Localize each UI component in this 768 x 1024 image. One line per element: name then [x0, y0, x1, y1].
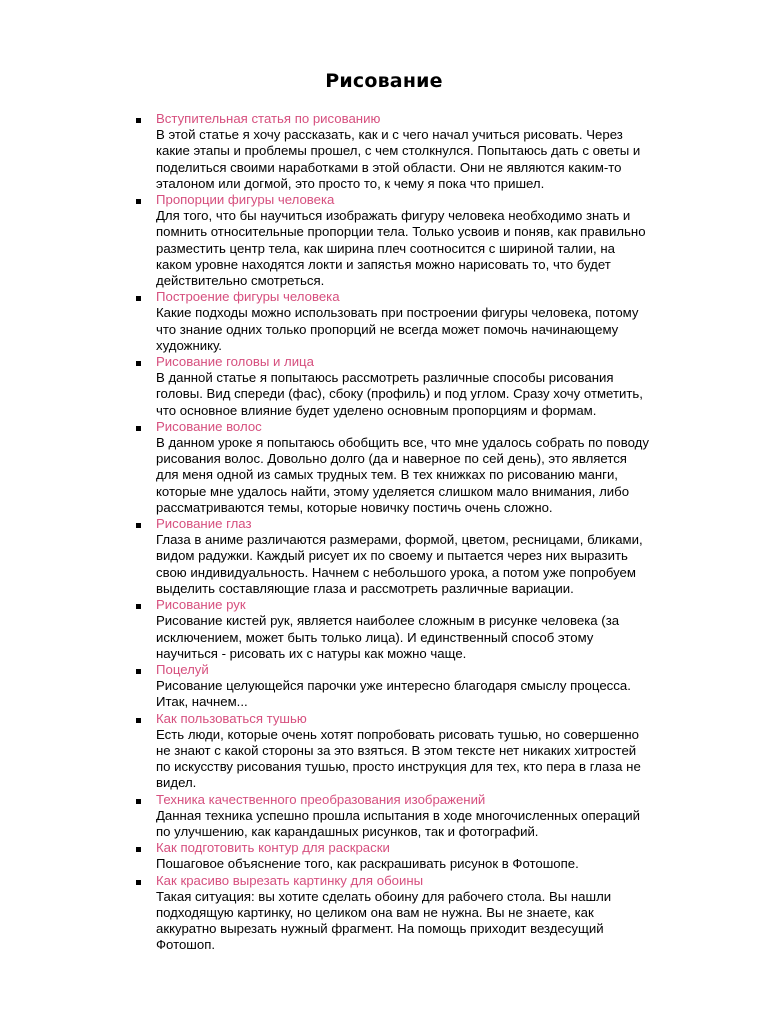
article-link-head[interactable]: Рисование головы и лица: [156, 354, 314, 370]
article-description: Данная техника успешно прошла испытания в ходе многочисленных операций по улучшению, как карандашных рисунков, так и фотографий.: [156, 807, 640, 839]
list-item: [0, 597, 716, 662]
list-item: [0, 711, 716, 792]
article-description: В этой статье я хочу рассказать, как и с чего начал учиться рисовать. Через какие этапы и проблемы прошел, с чем столкнулся. Попытаюсь дать с оветы и поделиться своими наработками в этой области. Они не являются каким-то эталоном или догмой, это просто то, к чему я пока что пришел.: [156, 127, 641, 191]
bullet-icon: [136, 296, 141, 301]
page-title: Рисование: [325, 70, 443, 92]
article-link-wallpaper[interactable]: Как красиво вырезать картинку для обоины: [156, 872, 424, 888]
list-item: [0, 840, 716, 872]
bullet-icon: [136, 799, 141, 804]
bullet-icon: [136, 604, 141, 609]
article-description: Рисование кистей рук, является наиболее сложным в рисунке человека (за исключением, может быть только лица). И единственный способ этому научиться - рисовать их с натуры как можно чаще.: [156, 613, 620, 661]
list-item: [0, 662, 716, 711]
list-item: [0, 516, 716, 597]
list-item: [0, 192, 716, 289]
article-link-enhance[interactable]: Техника качественного преобразования изображений: [156, 791, 486, 807]
list-item: [0, 354, 716, 419]
article-description: Глаза в аниме различаются размерами, формой, цветом, ресницами, бликами, видом радужки. Каждый рисует их по своему и пытается через них выразить свою индивидуальность. Начнем с небольшого урока, а потом уже попробуем выделить составляющие глаза и рассмотреть различные вариации.: [156, 532, 643, 596]
article-link-eyes[interactable]: Рисование глаз: [156, 516, 252, 532]
article-description: Пошаговое объяснение того, как раскрашивать рисунок в Фотошопе.: [156, 856, 579, 872]
article-description: В данном уроке я попытаюсь обобщить все, что мне удалось собрать по поводу рисования волос. Довольно долго (да и наверное по сей день), это является для меня одной из самых трудных тем. В тех книжках по рисованию манги, которые мне удалось найти, этому уделяется слишком мало внимания, либо рассматриваются темы, которые новичку постичь очень сложно.: [156, 435, 649, 515]
article-link-hair[interactable]: Рисование волос: [156, 418, 262, 434]
article-link-ink[interactable]: Как пользоваться тушью: [156, 710, 307, 726]
list-item: [0, 792, 716, 841]
list-item: [0, 289, 716, 354]
article-list: [0, 111, 768, 954]
article-link-hands[interactable]: Рисование рук: [156, 597, 246, 613]
bullet-icon: [136, 880, 141, 885]
bullet-icon: [136, 118, 141, 123]
article-link-outline[interactable]: Как подготовить контур для раскраски: [156, 840, 390, 856]
bullet-icon: [136, 361, 141, 366]
bullet-icon: [136, 523, 141, 528]
article-link-proportions[interactable]: Пропорции фигуры человека: [156, 192, 335, 208]
article-description: Рисование целующейся парочки уже интересно благодаря смыслу процесса. Итак, начнем...: [156, 678, 631, 710]
article-description: Такая ситуация: вы хотите сделать обоину для рабочего стола. Вы нашли подходящую картинку, но целиком она вам не нужна. Вы не знаете, как аккуратно вырезать нужный фрагмент. На помощь приходит вездесущий Фотошоп.: [156, 888, 612, 953]
list-item: [0, 111, 716, 192]
article-description: Какие подходы можно использовать при построении фигуры человека, потому что знание одних только пропорций не всегда может помочь начинающему художнику.: [156, 305, 639, 353]
article-link-kiss[interactable]: Поцелуй: [156, 661, 209, 677]
list-item: [0, 873, 716, 954]
article-description: Для того, что бы научиться изображать фигуру человека необходимо знать и помнить относительные пропорции тела. Только усвоив и поняв, как правильно разместить центр тела, как ширина плеч соотносится с шириной талии, на каком уровне находятся локти и запястья можно нарисовать то, что будет действительно смотреться.: [156, 208, 646, 289]
article-description: В данной статье я попытаюсь рассмотреть различные способы рисования головы. Вид спереди (фас), сбоку (профиль) и под углом. Сразу хочу отметить, что основное влияние будет уделено основным пропорциям и формам.: [156, 370, 643, 418]
bullet-icon: [136, 426, 141, 431]
bullet-icon: [136, 847, 141, 852]
article-link-construction[interactable]: Построение фигуры человека: [156, 289, 340, 305]
bullet-icon: [136, 669, 141, 674]
bullet-icon: [136, 199, 141, 204]
article-description: Есть люди, которые очень хотят попробовать рисовать тушью, но совершенно не знают с какой стороны за это взяться. В этом тексте нет никаких хитростей по искусству рисования тушью, просто инструкция для тех, кто пера в глаза не видел.: [156, 726, 641, 791]
list-item: [0, 419, 716, 516]
article-link-intro[interactable]: Вступительная статья по рисованию: [156, 111, 381, 126]
bullet-icon: [136, 718, 141, 723]
